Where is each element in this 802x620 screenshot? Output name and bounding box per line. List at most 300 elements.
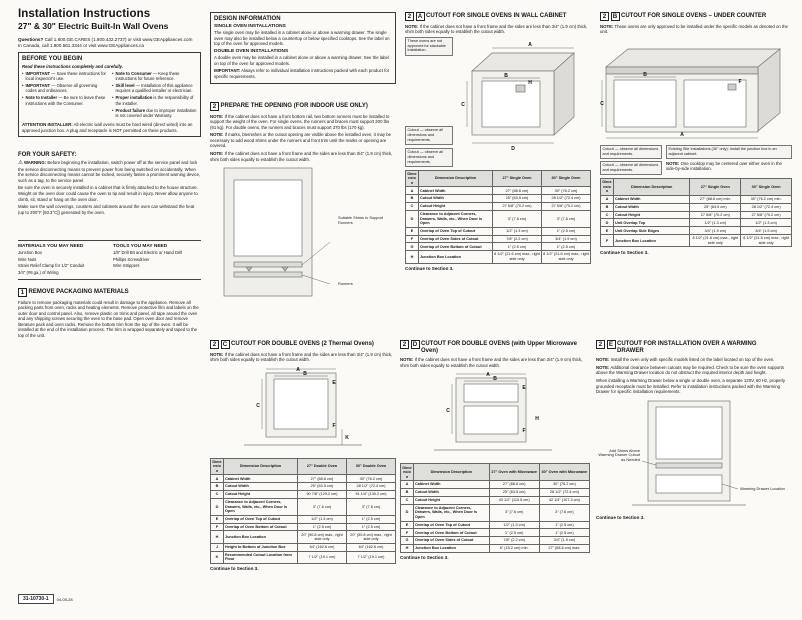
section-2-title: PREPARE THE OPENING (FOR INDOOR USE ONLY)	[220, 103, 368, 109]
dim-description-cell: Unit Overlap Side Edges	[614, 227, 690, 235]
prepare-opening-diagram	[210, 164, 396, 312]
dim-value-cell: 3" (7.6 cm)	[493, 210, 542, 227]
note-label: NOTE:	[596, 364, 610, 370]
dim-letter-label: H	[535, 416, 539, 423]
dim-value-cell: 7/8" (2.2 cm)	[493, 235, 542, 243]
doc-footer	[18, 594, 73, 604]
attention-installer	[22, 122, 197, 133]
dim-value-cell: 27" (68.6 cm)	[489, 481, 539, 489]
dim-letter-cell: A	[401, 481, 414, 489]
dim-value-cell: 3/4" (1.9 cm)	[690, 227, 741, 235]
dim-letter-cell: B	[601, 203, 614, 211]
dim-value-cell: 27" (68.6 cm)	[493, 187, 542, 195]
list-item: Junction Box	[18, 250, 42, 255]
dim-value-cell: 64" (162.6 cm)	[347, 543, 396, 551]
dim-letter-label: H	[528, 79, 532, 86]
table-row	[406, 203, 591, 211]
dim-description-cell: Height to Bottom of Junction Box	[224, 543, 298, 551]
questions-line1-text: Call 1.800.GE.CARES (1.800.432.2737) or visit www.GEAppliances.com	[44, 37, 193, 42]
section-2a-table-wrap	[405, 170, 591, 264]
table-row	[211, 531, 396, 543]
dim-letter-cell: J	[211, 543, 224, 551]
table-header-cell: Dimension Description	[414, 464, 490, 481]
dim-description-cell: Overlap of Oven Sides of Cutout	[419, 235, 493, 243]
shims-label: Suitable Shims to Support Runners	[338, 215, 383, 225]
dim-value-cell: 51 1/4" (130.2 cm)	[347, 491, 396, 499]
dim-value-cell: 1" (2.5 cm)	[493, 243, 542, 251]
table-row	[406, 251, 591, 263]
before-intro: Read these instructions completely and carefully.	[22, 63, 124, 69]
under-counter-diagram	[600, 37, 786, 142]
list-item: • IMPORTANT — Save these instructions for local inspector's use.	[22, 71, 107, 82]
warming-drawer-diagram-wrap	[596, 397, 792, 513]
list-item: • IMPORTANT — Observe all governing codes and ordinances.	[22, 83, 107, 94]
dim-description-cell: Recommended Cutout Location from Floor	[224, 551, 298, 563]
dim-letter-label: A	[296, 366, 300, 373]
note	[405, 24, 591, 35]
section-2-header	[210, 102, 396, 111]
table-row	[406, 187, 591, 195]
table-row	[401, 504, 590, 521]
dim-letter-cell: E	[211, 515, 224, 523]
dim-letter-cell: F	[211, 523, 224, 531]
dim-value-cell: 1" (2.5 cm)	[539, 521, 589, 529]
table-row	[401, 529, 590, 537]
warming-drawer-paragraph: When installing a Warming Drawer below a single or double oven, a separate 120V, 60 Hz, properly grounded receptacle must be installed. Refer to installation instructions packed with the Warming Drawer for specific installation requirements.	[596, 378, 786, 395]
note-label: NOTE:	[666, 160, 680, 166]
dim-letter-label: A	[680, 131, 684, 138]
safety-paragraph-3: Make sure the wall coverings, counters and cabinets around the oven can withstand the heat (up to 200°F [93.3°C]) generated by the oven.	[18, 204, 195, 215]
dim-value-cell: 28 1/2" (72.4 cm)	[542, 195, 591, 203]
dim-value-cell: 43 1/2" (110.5 cm)	[489, 496, 539, 504]
dim-value-cell: 30" (76.2 cm)	[347, 475, 396, 483]
dim-letter-label: F	[522, 428, 526, 435]
stackable-note: These ovens are not approved for stackable installation.	[405, 37, 453, 56]
dim-value-cell: 3" (7.6 cm)	[298, 498, 347, 515]
dim-value-cell: 3/4" (1.9 cm)	[741, 227, 792, 235]
dim-value-cell: 27" (68.6 cm)	[298, 475, 347, 483]
section-1-title: REMOVE PACKAGING MATERIALS	[28, 289, 129, 295]
runners-label: Runners	[338, 281, 353, 287]
tools-column	[113, 244, 201, 277]
section-1-header	[18, 288, 201, 297]
note-text: One cooktop may be centered over either oven in the side-by-side installation.	[666, 160, 782, 172]
dim-description-cell: Cutout Width	[224, 483, 298, 491]
table-header-cell: 30" Single Oven	[542, 170, 591, 187]
cabinet-opening-drawing	[216, 164, 336, 304]
dim-value-cell: 7 1/2" (19.1 cm)	[347, 551, 396, 563]
note-label: NOTE:	[210, 132, 224, 138]
note-text: Additional clearance between cutouts may be required. Check to be sure the oven supports above the Warming Drawer location do not obstruct the required interior depth and height.	[596, 364, 784, 376]
dim-value-cell: 1" (2.5 cm)	[347, 515, 396, 523]
dim-description-cell: Overlap of Oven Top of Cutout	[419, 227, 493, 235]
continue-note: Continue to Section 3.	[405, 266, 454, 272]
note-text: These ovens are only approved to be installed under the specific models as denoted on the unit.	[600, 23, 788, 35]
tools-list	[113, 250, 201, 269]
note-label: NOTE:	[400, 357, 414, 363]
section-2d-letter-box: D	[411, 340, 420, 349]
note	[596, 357, 792, 363]
section-2c-title: CUTOUT FOR DOUBLE OVENS (2 Thermal Ovens)	[231, 341, 374, 347]
under-counter-diagram-wrap	[600, 37, 792, 145]
dim-value-cell: 3" (7.6 cm)	[347, 498, 396, 515]
section-2a-title: CUTOUT FOR SINGLE OVENS IN WALL CABINET	[426, 13, 567, 19]
dim-description-cell: Junction Box Location	[419, 251, 493, 263]
dim-letter-label: C	[256, 402, 260, 409]
section-2d-number-box: 2	[400, 340, 409, 349]
design-double-heading: DOUBLE OVEN INSTALLATIONS	[214, 48, 289, 54]
section-2e-number-box: 2	[596, 340, 605, 349]
date-code: 04-05-28	[56, 596, 73, 602]
section-2c-letter-box: C	[221, 340, 230, 349]
dim-letter-cell: E	[601, 227, 614, 235]
dim-letter-label: F	[738, 78, 742, 85]
note-text: If the cabinet does not have a front frame and the sides are less than 3/4" (1.9 cm) thick, shim both sides equally to establish the cutout width.	[400, 357, 583, 368]
table-row	[601, 219, 792, 227]
section-2b-side-notes	[666, 145, 792, 172]
dim-value-cell: 1/2" (1.3 cm)	[489, 521, 539, 529]
materials-list	[18, 250, 106, 276]
shims-label: Add Shims Above Warming Drawer Cutout as Needed	[598, 447, 640, 463]
note	[210, 114, 396, 131]
list-item: Phillips Screwdriver	[113, 256, 150, 262]
section-2a	[405, 12, 591, 271]
dim-letter-cell: K	[211, 551, 224, 563]
design-information-panel	[210, 12, 396, 84]
continue-note: Continue to Section 3.	[600, 249, 649, 255]
continue-note: Continue to Section 3.	[596, 515, 645, 521]
dim-value-cell: 50 7/8" (129.2 cm)	[298, 491, 347, 499]
dim-value-cell: 1/2" (1.3 cm)	[690, 219, 741, 227]
list-item: Wire Nuts	[18, 256, 37, 262]
table-header-cell: 30" Single Oven	[741, 179, 792, 196]
note	[596, 365, 792, 376]
doc-header	[18, 8, 203, 31]
before-bullets-col2	[112, 71, 197, 120]
dim-value-cell: 8 1/2" (21.6 cm) max., right side only	[493, 251, 542, 263]
dim-value-cell: 20" (50.8 cm) max., right side only	[347, 531, 396, 543]
dim-description-cell: Overlap of Oven Top of Cutout	[414, 521, 490, 529]
dim-letter-label: D	[511, 145, 515, 152]
dim-letter-label: K	[345, 434, 349, 441]
section-2a-header	[405, 12, 591, 21]
design-title: DESIGN INFORMATION	[214, 16, 281, 22]
dim-value-cell: 3" (7.6 cm)	[539, 504, 589, 521]
note	[600, 24, 792, 35]
dim-value-cell: 27 5/8" (70.2 cm)	[741, 211, 792, 219]
section-2	[210, 102, 396, 312]
dim-value-cell: 1" (2.5 cm)	[347, 523, 396, 531]
section-2a-side-column	[405, 37, 453, 167]
table-row	[211, 475, 396, 483]
section-2-number-box: 2	[210, 102, 219, 111]
questions-line2: In Canada, call 1.800.561.3344 or visit www.GEAppliances.ca	[18, 43, 144, 49]
dim-value-cell: 25" (63.5 cm)	[298, 483, 347, 491]
oven-microwave-cutout-diagram	[400, 370, 586, 456]
note	[400, 357, 590, 368]
list-item: • Note to Installer — Be sure to leave these instructions with the Consumer.	[22, 95, 107, 106]
table-header-cell: Dimension	[601, 179, 614, 196]
dim-value-cell: 3" (7.6 cm)	[489, 504, 539, 521]
note-label: NOTE:	[596, 357, 610, 363]
wall-cabinet-diagram	[456, 37, 588, 165]
section-2d-header	[400, 340, 590, 355]
section-2a-diagram-row	[405, 37, 591, 167]
section-2c-number-box: 2	[210, 340, 219, 349]
counter-outline	[606, 49, 780, 132]
attention-label: ATTENTION INSTALLER:	[22, 121, 73, 127]
dim-letter-cell: D	[601, 219, 614, 227]
table-header-cell: 30" Double Oven	[347, 458, 396, 475]
table-row	[401, 489, 590, 497]
section-2a-number-box: 2	[405, 12, 414, 21]
section-2b-number-box: 2	[600, 12, 609, 21]
dim-letter-label: E	[522, 385, 526, 392]
dim-description-cell: Overlap of Oven Bottom of Cutout	[224, 523, 298, 531]
dim-description-cell: Cabinet Width	[414, 481, 490, 489]
dim-description-cell: Cutout Width	[614, 203, 690, 211]
dim-letter-cell: C	[401, 496, 414, 504]
note-label: NOTE:	[210, 150, 224, 156]
dim-description-cell: Overlap of Oven Bottom of Cutout	[419, 243, 493, 251]
table-row	[211, 551, 396, 563]
dim-letter-cell: F	[601, 235, 614, 247]
dim-letter-cell: C	[406, 203, 419, 211]
section-2b-title: CUTOUT FOR SINGLE OVENS – UNDER COUNTER	[621, 13, 767, 19]
cabinet-outline	[434, 378, 552, 450]
dim-value-cell: 27" (68.6 cm) max.	[539, 545, 589, 553]
table-header-cell: Dimension Description	[224, 458, 298, 475]
table-row	[211, 498, 396, 515]
wall-cabinet-diagram-wrap	[456, 37, 591, 167]
dim-value-cell: 8 1/2" (21.6 cm) max., right side only	[542, 251, 591, 263]
tools-title: TOOLS YOU MAY NEED	[113, 243, 168, 249]
dim-value-cell: 1" (2.5 cm)	[489, 529, 539, 537]
dim-description-cell: Cabinet Width	[419, 187, 493, 195]
table-header-cell: Dimension Description	[614, 179, 690, 196]
dim-description-cell: Clearance to Adjacent Corners, Drawers, Walls, etc., When Door Is Open	[414, 504, 490, 521]
materials-tools-block	[18, 240, 201, 280]
dim-letter-cell: C	[211, 491, 224, 499]
dim-letter-label: A	[528, 41, 532, 48]
note-text: If the cabinet does not have a front bottom rail, two bottom runners must be installed to support the weight of the oven. For single ovens, the runners and braces must support 200 lbs (91 kg). For double ovens, the runners and braces must support 370 lbs (170 kg).	[210, 113, 390, 130]
dim-letter-label: C	[446, 408, 450, 415]
existing-site-note: Existing Site Installations (30" only): Install the junction box in an adjacent cabinet.	[666, 145, 792, 159]
table-row	[211, 515, 396, 523]
cabinet-outline	[632, 401, 746, 505]
materials-column	[18, 244, 106, 277]
dim-value-cell: 42 1/4" (107.3 cm)	[539, 496, 589, 504]
table-row	[401, 537, 590, 545]
dim-value-cell: 28 1/2" (72.4 cm)	[741, 203, 792, 211]
dim-description-cell: Cutout Height	[224, 491, 298, 499]
dim-value-cell: 27 5/8" (70.2 cm)	[690, 211, 741, 219]
dim-description-cell: Cutout Height	[414, 496, 490, 504]
table-header-cell: Dimension	[406, 170, 419, 187]
dim-value-cell: 25" (63.5 cm)	[690, 203, 741, 211]
dim-letter-cell: A	[211, 475, 224, 483]
dim-value-cell: 1/2" (1.3 cm)	[298, 515, 347, 523]
warning-label: WARNING:	[23, 159, 47, 165]
dim-value-cell: 1/2" (1.3 cm)	[741, 219, 792, 227]
dim-value-cell: 27 5/8" (70.2 cm)	[542, 203, 591, 211]
dim-letter-label: B	[643, 71, 647, 78]
section-2e-header	[596, 340, 792, 355]
before-you-begin-panel	[18, 52, 201, 137]
materials-title: MATERIALS YOU MAY NEED	[18, 243, 84, 249]
dim-letter-label: B	[303, 370, 307, 377]
note-text: If the cabinet does not have a front frame and the sides are less than 3/4" (1.9 cm) thick, shim both sides equally to establish the cutout width.	[405, 23, 588, 35]
safety-paragraph-2: Be sure the oven is securely installed in a cabinet that is firmly attached to the house structure. Weight on the oven door could cause the oven to tip and result in injury. Never allow anyone to climb, sit, stand or hang on the oven door.	[18, 185, 198, 202]
dim-letter-label: A	[486, 372, 490, 379]
list-item: 3/4" (#8 ga.) of Wiring	[18, 270, 59, 276]
table-header-cell: Dimension Description	[419, 170, 493, 187]
warming-drawer-label: Warming Drawer Location	[740, 485, 785, 491]
section-2b-header	[600, 12, 792, 21]
dim-description-cell: Unit Overlap Top	[614, 219, 690, 227]
dimension-table	[600, 178, 792, 247]
design-double-text: A double oven may be installed in a cabinet alone or above a warming drawer. See the label on top of the oven for approved models.	[214, 55, 389, 66]
table-header-cell: 27" Single Oven	[690, 179, 741, 196]
before-title: BEFORE YOU BEGIN	[22, 56, 83, 62]
note-label: NOTE:	[600, 23, 614, 29]
section-2b-callouts	[600, 145, 662, 176]
cutout-callout: Cutout — observe all dimensions and requirements.	[405, 148, 453, 167]
dim-description-cell: Cutout Height	[419, 203, 493, 211]
dim-letter-label: E	[332, 379, 336, 386]
dim-value-cell: 3/4" (1.9 cm)	[542, 235, 591, 243]
dim-letter-cell: E	[406, 227, 419, 235]
dim-letter-label: B	[493, 376, 497, 383]
dim-value-cell: 25" (63.5 cm)	[489, 489, 539, 497]
dim-letter-cell: A	[406, 187, 419, 195]
section-2e	[596, 340, 792, 520]
note-label: NOTE:	[210, 113, 224, 119]
section-2e-letter-box: E	[607, 340, 616, 349]
section-1-number-box: 1	[18, 288, 27, 297]
dim-value-cell: 8 1/2" (21.6 cm) max., right side only	[741, 235, 792, 247]
design-single-text: The single oven may be installed in a cabinet alone or above a warming drawer. The single oven may also be installed below a countertop or below specified cooktops. See the label on top of the oven for approved models.	[214, 30, 390, 47]
section-1-body: Failure to remove packaging materials could result in damage to the appliance. Remove all packing parts from oven, racks and heating elements. Remove protective film and labels on the outer door and control panel. Also, remove plastic on trims and panel, all tape around the oven and any shipping screws securing the oven to the base pad. Open oven door and remove literature pack and oven racks. Remove the bottom trim from the top of the oven. It will be installed at the end of the installation process. The trim is wrapped separately and taped to the top of the unit.	[18, 299, 199, 338]
table-row	[601, 195, 792, 203]
dim-letter-cell: H	[401, 545, 414, 553]
dim-value-cell: 1" (2.5 cm)	[298, 523, 347, 531]
section-2e-title: CUTOUT FOR INSTALLATION OVER A WARMING DRAWER	[617, 341, 757, 354]
dim-value-cell: 8 1/2" (21.6 cm) max., right side only	[690, 235, 741, 247]
dimension-table	[400, 463, 590, 552]
dim-letter-label: B	[504, 72, 508, 79]
dim-value-cell: 6" (15.2 cm) min.	[489, 545, 539, 553]
dim-description-cell: Cutout Width	[414, 489, 490, 497]
questions-block	[18, 37, 203, 49]
before-bullets	[22, 71, 197, 120]
dim-value-cell: 1" (2.5 cm)	[542, 227, 591, 235]
table-header-cell: 30" Oven with Microwave	[539, 464, 589, 481]
dim-letter-cell: F	[401, 529, 414, 537]
list-item: • Skill level — Installation of this appliance requires a qualified installer or electrician.	[112, 83, 197, 94]
table-header-cell: Dimension	[211, 458, 224, 475]
dim-description-cell: Clearance to Adjacent Corners, Drawers, Walls, etc., When Door Is Open	[224, 498, 298, 515]
list-item: • Proper installation is the responsibility of the installer.	[112, 95, 197, 106]
cutout-callout: Cutout — observe all dimensions and requirements.	[600, 145, 662, 159]
dim-description-cell: Clearance to Adjacent Corners, Drawers, Walls, etc., When Door Is Open	[419, 210, 493, 227]
dim-letter-label: C	[600, 100, 604, 107]
section-2c-table-wrap	[210, 458, 396, 564]
section-2b-table-wrap	[600, 178, 792, 247]
dim-description-cell: Cutout Width	[419, 195, 493, 203]
dim-value-cell: 1" (2.5 cm)	[542, 243, 591, 251]
note	[666, 161, 792, 172]
dim-description-cell: Cutout Height	[614, 211, 690, 219]
dim-letter-cell: A	[601, 195, 614, 203]
dim-value-cell: 7/8" (2.2 cm)	[489, 537, 539, 545]
cabinet-outline	[224, 168, 312, 296]
dim-description-cell: Overlap of Oven Bottom of Cutout	[414, 529, 490, 537]
note	[210, 352, 396, 363]
section-2b-notes-row	[600, 145, 792, 176]
dim-description-cell: Junction Box Location	[224, 531, 298, 543]
dim-value-cell: 64" (162.6 cm)	[298, 543, 347, 551]
dim-value-cell: 30" (76.2 cm) min.	[741, 195, 792, 203]
dim-value-cell: 1/2" (1.3 cm)	[493, 227, 542, 235]
design-important-label: IMPORTANT:	[214, 68, 241, 74]
section-2d-title: CUTOUT FOR DOUBLE OVENS (with Upper Microwave Oven)	[421, 341, 577, 354]
dim-letter-cell: B	[401, 489, 414, 497]
dim-value-cell: 27 5/8" (70.2 cm)	[493, 203, 542, 211]
dim-letter-label: C	[461, 101, 465, 108]
cabinet-outline	[472, 53, 574, 135]
dim-value-cell: 25" (63.5 cm)	[493, 195, 542, 203]
design-important	[214, 68, 392, 79]
table-row	[211, 491, 396, 499]
dim-value-cell: 3" (7.6 cm)	[542, 210, 591, 227]
safety-section	[18, 152, 201, 215]
table-row	[211, 543, 396, 551]
table-header-cell: 27" Oven with Microwave	[489, 464, 539, 481]
dim-letter-cell: D	[401, 504, 414, 521]
dim-letter-cell: C	[601, 211, 614, 219]
design-single-heading: SINGLE OVEN INSTALLATIONS	[214, 23, 286, 29]
note-text: If the cabinet does not have a front frame and the sides are less than 3/4" (1.9 cm) thick, shim both sides equally to establish the cutout width.	[210, 150, 393, 162]
note-label: NOTE:	[210, 351, 224, 357]
table-row	[601, 203, 792, 211]
list-item: Wire Strippers	[113, 263, 140, 269]
dim-value-cell: 28 1/2" (72.4 cm)	[347, 483, 396, 491]
table-row	[406, 227, 591, 235]
dim-letter-cell: B	[211, 483, 224, 491]
part-number: 31-10730-1	[18, 594, 54, 604]
double-oven-cutout-diagram	[210, 365, 396, 451]
section-2d-table-wrap	[400, 463, 590, 552]
section-2a-letter-box: A	[416, 12, 425, 21]
note	[210, 132, 396, 149]
dim-letter-cell: F	[406, 235, 419, 243]
table-header-cell: Dimension	[401, 464, 414, 481]
dim-letter-cell: D	[211, 498, 224, 515]
table-row	[211, 523, 396, 531]
before-bullets-col1	[22, 71, 107, 120]
dimension-table	[405, 170, 591, 264]
table-row	[401, 496, 590, 504]
table-row	[211, 483, 396, 491]
dim-letter-cell: E	[401, 521, 414, 529]
table-row	[401, 521, 590, 529]
table-row	[401, 545, 590, 553]
safety-title: FOR YOUR SAFETY:	[18, 152, 77, 158]
doc-subtitle: 27" & 30" Electric Built-In Wall Ovens	[18, 21, 169, 31]
continue-note: Continue to Section 3.	[400, 555, 449, 561]
dimension-table	[210, 458, 396, 564]
